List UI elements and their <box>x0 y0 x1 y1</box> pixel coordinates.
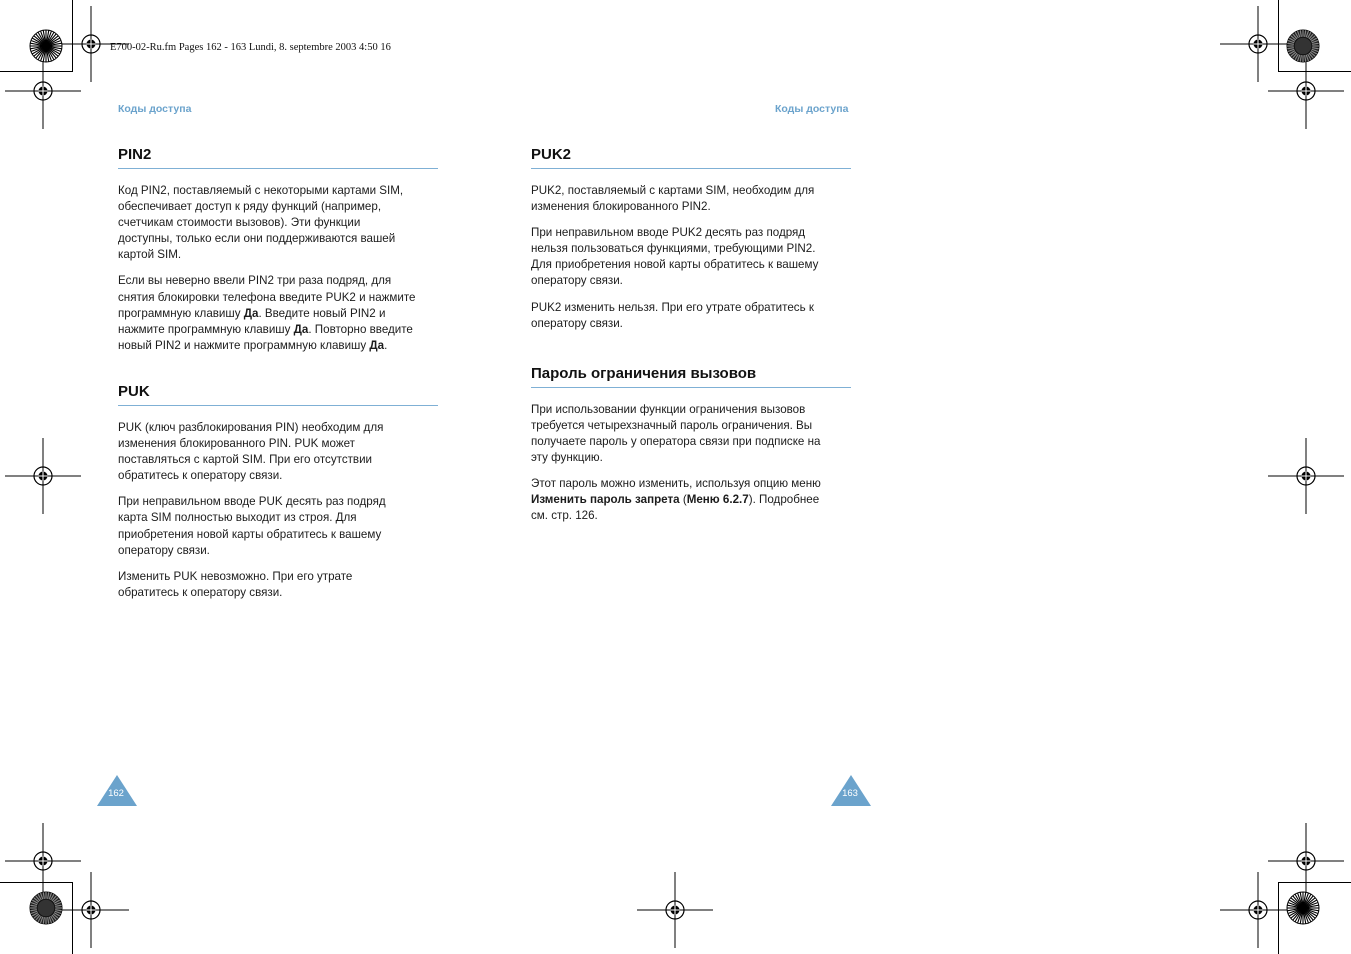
paragraph: Этот пароль можно изменить, используя опцию меню Изменить пароль запрета (Меню 6.2.7). Подробнее см. стр. 126. <box>531 477 821 523</box>
section-puk <box>118 383 438 601</box>
section-title-puk: PUK <box>118 383 438 406</box>
section-pin2 <box>118 146 438 354</box>
section-title-puk2: PUK2 <box>531 146 851 169</box>
bold-term: Да <box>369 338 385 352</box>
section-title-pin2: PIN2 <box>118 146 438 169</box>
bold-term: Меню 6.2.7 <box>686 493 749 507</box>
star-target-top-right-core <box>1294 37 1312 55</box>
running-head-right: Коды доступа <box>775 103 849 115</box>
paragraph: Если вы неверно ввели PIN2 три раза подряд, для снятия блокировки телефона введите PUK2 и нажмите программную клавишу Да. Введите новый PIN2 и нажмите программную клавишу Да. Повторно введите новый PIN2 и нажмите программную клавишу Да. <box>118 274 416 352</box>
paragraph: Код PIN2, поставляемый с некоторыми картами SIM, обеспечивает доступ к ряду функций (например, счетчикам стоимости вызовов). Эти функции доступны, только если они поддерживаются вашей картой SIM. <box>118 184 404 262</box>
bold-term: Изменить пароль запрета <box>531 493 680 507</box>
right-column <box>531 146 851 524</box>
bold-term: Да <box>243 306 259 320</box>
section-title-call-barring-password: Пароль ограничения вызовов <box>531 365 851 388</box>
paragraph: Изменить PUK невозможно. При его утрате обратитесь к оператору связи. <box>118 569 353 599</box>
paragraph: PUK (ключ разблокирования PIN) необходим для изменения блокированного PIN. PUK может поставляться с картой SIM. При его отсутствии обратитесь к оператору связи. <box>118 420 384 483</box>
section-puk2 <box>531 146 851 332</box>
paragraph: При неправильном вводе PUK2 десять раз подряд нельзя пользоваться функциями, требующими PIN2. Для приобретения новой карты обратитесь к вашему оператору связи. <box>531 226 819 288</box>
paragraph: При использовании функции ограничения вызовов требуется четырехзначный пароль ограничения. Вы получаете пароль у оператора связи при подписке на эту функцию. <box>531 402 821 465</box>
paragraph: При неправильном вводе PUK десять раз подряд карта SIM полностью выходит из строя. Для приобретения новой карты обратитесь к вашему оператору связи. <box>118 495 386 557</box>
page-number-right: 163 <box>842 788 858 799</box>
file-slug: E700-02-Ru.fm Pages 162 - 163 Lundi, 8. septembre 2003 4:50 16 <box>110 42 391 53</box>
left-column <box>118 146 438 601</box>
section-call-barring-password <box>531 365 851 525</box>
paragraph: PUK2, поставляемый с картами SIM, необходим для изменения блокированного PIN2. <box>531 184 815 214</box>
page-number-left: 162 <box>108 788 124 799</box>
bold-term: Да <box>293 322 309 336</box>
star-target-bottom-left-core <box>37 899 55 917</box>
paragraph: PUK2 изменить нельзя. При его утрате обратитесь к оператору связи. <box>531 300 814 330</box>
running-head-left: Коды доступа <box>118 103 192 115</box>
